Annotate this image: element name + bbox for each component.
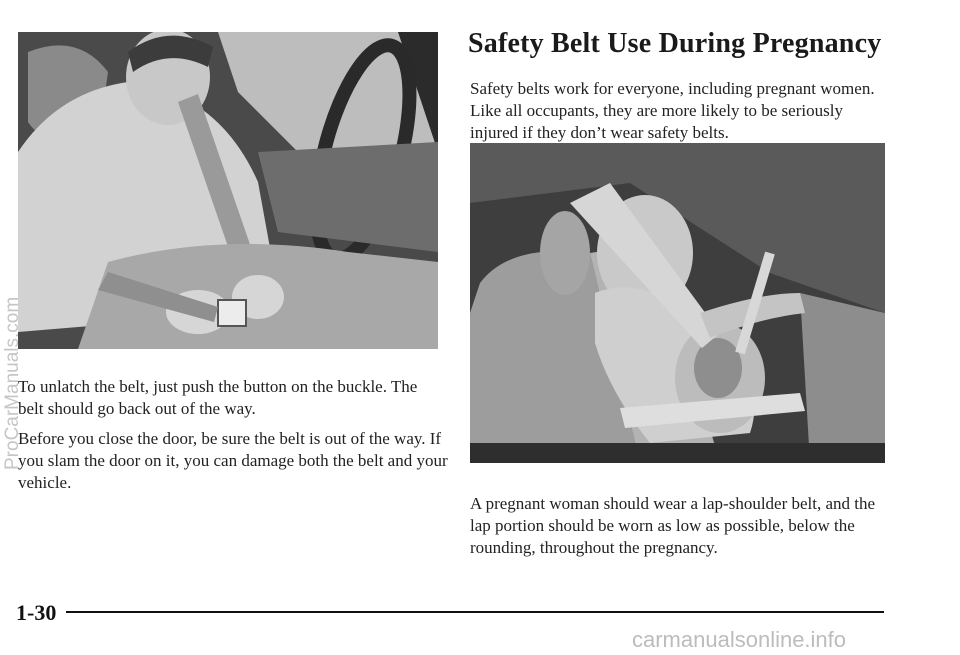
page-number: 1-30 [16,600,57,625]
pregnant-belt-drawing [470,143,885,463]
close-door-paragraph: Before you close the door, be sure the belt is out of the way. If you slam the door on it, you can damage both the belt and your vehicle. [18,429,448,492]
side-watermark: ProCarManuals.com [2,296,23,470]
unlatch-paragraph: To unlatch the belt, just push the button on the buckle. The belt should go back out of the way. [18,377,418,418]
footer-rule [66,611,884,613]
pregnant-belt-illustration [470,143,885,463]
unlatch-belt-illustration [18,32,438,349]
bottom-watermark: carmanualsonline.info [632,627,847,652]
lap-belt-paragraph: A pregnant woman should wear a lap-shoulder belt, and the lap portion should be worn as low as possible, below the rounding, throughout the pregnancy. [470,494,876,557]
pregnancy-intro-paragraph: Safety belts work for everyone, including pregnant women. Like all occupants, they are more likely to be seriously injured if they don’t wear safety belts. [470,79,875,142]
unlatch-belt-drawing [18,32,438,349]
section-title: Safety Belt Use During Pregnancy [468,28,882,59]
